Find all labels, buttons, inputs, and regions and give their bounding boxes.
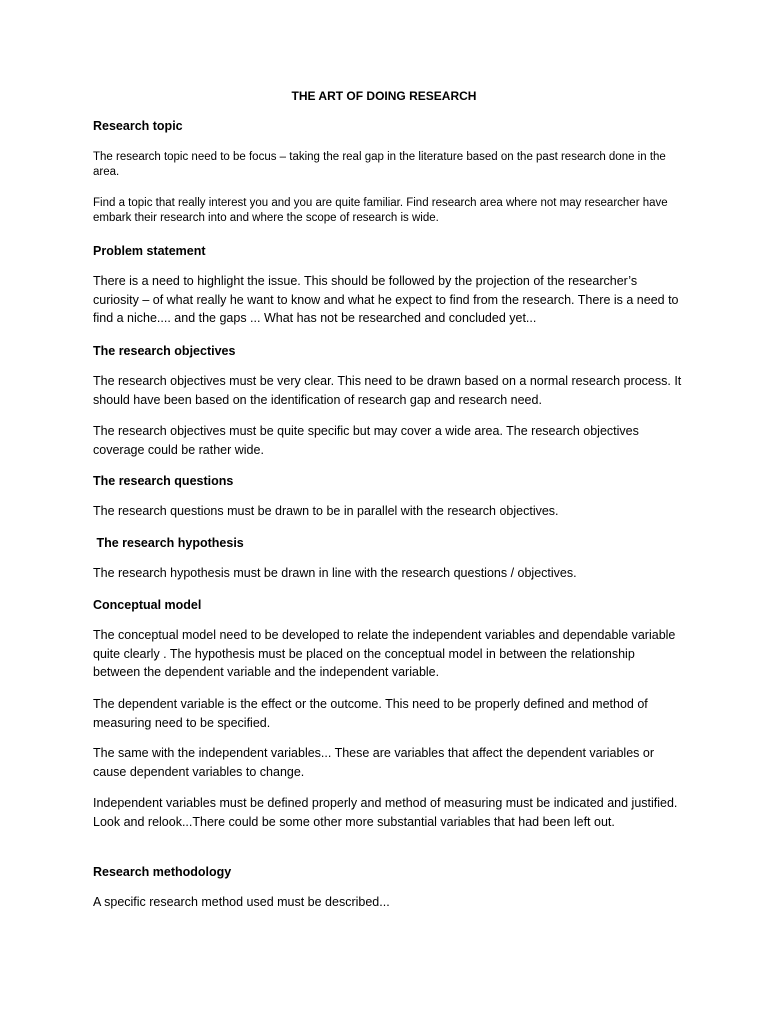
section-heading-research-questions: The research questions xyxy=(93,474,234,488)
section-heading-research-methodology: Research methodology xyxy=(93,865,232,879)
section-heading-research-objectives: The research objectives xyxy=(93,344,236,358)
paragraph-conceptual-model-2: The dependent variable is the effect or the outcome. This need to be properly defined and method of measuring need to be specified. xyxy=(93,697,648,730)
section-heading-problem-statement: Problem statement xyxy=(93,244,206,258)
paragraph-research-questions-1: The research questions must be drawn to be in parallel with the research objectives. xyxy=(93,504,559,518)
paragraph-conceptual-model-4: Independent variables must be defined properly and method of measuring must be indicated and justified. Look and relook...There could be some other more substantial variables that had been left out. xyxy=(93,796,678,829)
paragraph-research-methodology-1: A specific research method used must be described... xyxy=(93,895,390,909)
paragraph-conceptual-model-3: The same with the independent variables... These are variables that affect the dependent variables or cause dependent variables to change. xyxy=(93,746,654,779)
paragraph-research-topic-1: The research topic need to be focus – taking the real gap in the literature based on the past research done in the area. xyxy=(93,151,666,178)
paragraph-research-objectives-2: The research objectives must be quite specific but may cover a wide area. The research objectives coverage could be rather wide. xyxy=(93,424,639,457)
paragraph-research-hypothesis-1: The research hypothesis must be drawn in line with the research questions / objectives. xyxy=(93,566,577,580)
paragraph-conceptual-model-1: The conceptual model need to be developed to relate the independent variables and dependable variable quite clearly . The hypothesis must be placed on the conceptual model in between the relationship between the dependent variable and the independent variable. xyxy=(93,628,676,679)
document-title: THE ART OF DOING RESEARCH xyxy=(291,89,477,103)
section-heading-conceptual-model: Conceptual model xyxy=(93,598,202,612)
paragraph-problem-statement-1: There is a need to highlight the issue. This should be followed by the projection of the researcher’s curiosity – of what really he want to know and what he expect to find from the research. There is a need to find a niche.... and the gaps ... What has not be researched and concluded yet... xyxy=(93,274,679,325)
paragraph-research-objectives-1: The research objectives must be very clear. This need to be drawn based on a normal research process. It should have been based on the identification of research gap and research need. xyxy=(93,374,682,407)
section-heading-research-topic: Research topic xyxy=(93,119,183,133)
paragraph-research-topic-2: Find a topic that really interest you and you are quite familiar. Find research area where not may researcher have embark their research into and where the scope of research is wide. xyxy=(93,197,668,224)
section-heading-research-hypothesis: The research hypothesis xyxy=(93,536,244,550)
